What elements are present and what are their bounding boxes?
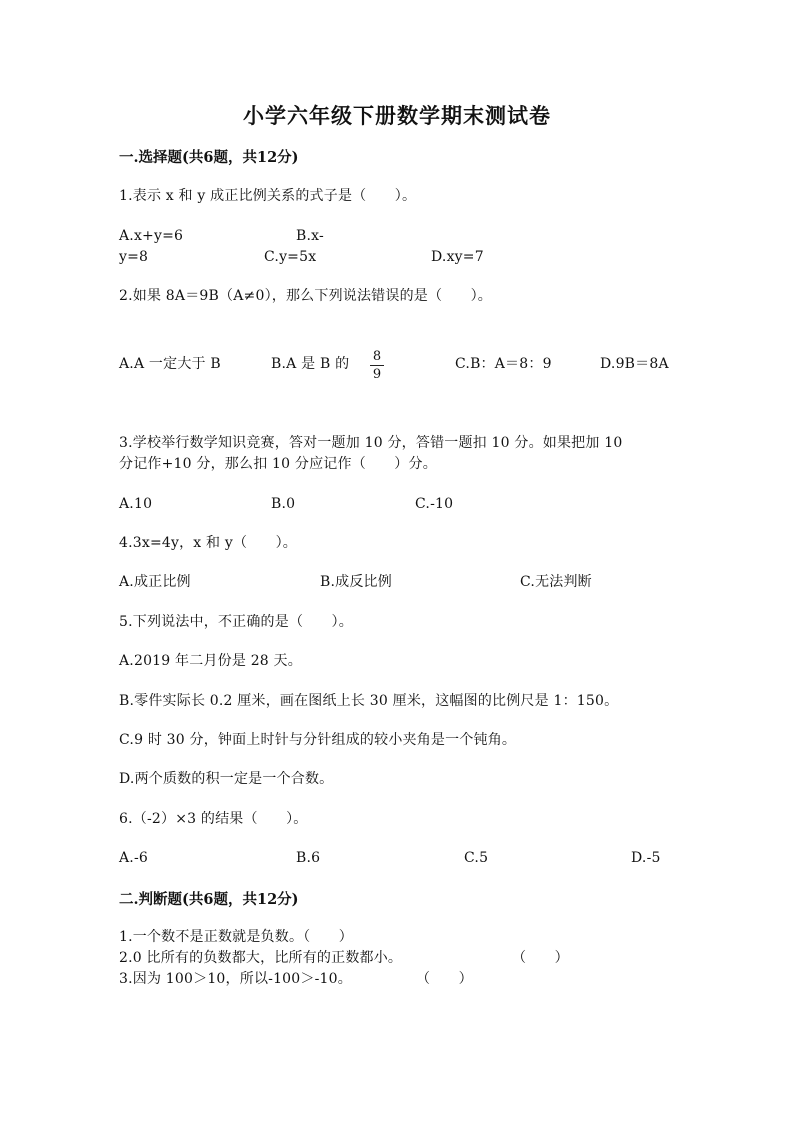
- question-1-stem: 1.表示 x 和 y 成正比例关系的式子是（ ）。: [119, 188, 417, 204]
- page-title: 小学六年级下册数学期末测试卷: [243, 103, 551, 128]
- judgement-item-3-paren: （ ）: [416, 971, 473, 987]
- question-3-option-c: C.-10: [415, 496, 454, 512]
- judgement-item-3: 3.因为 100＞10，所以-100＞-10。: [119, 971, 352, 987]
- judgement-item-2: 2.0 比所有的负数都大，比所有的正数都小。: [119, 950, 403, 966]
- fraction-numerator: 8: [372, 349, 382, 364]
- question-4-option-c: C.无法判断: [520, 574, 592, 590]
- section-heading-choice: 一.选择题(共6题，共12分): [119, 149, 299, 166]
- fraction-denominator: 9: [372, 367, 382, 382]
- question-2-option-c: C.B：A＝8：9: [455, 356, 552, 372]
- question-3-option-b: B.0: [271, 496, 296, 512]
- question-6-option-a: A.-6: [119, 850, 148, 866]
- question-2-option-d: D.9B＝8A: [600, 356, 669, 372]
- question-5-option-b: B.零件实际长 0.2 厘米，画在图纸上长 30 厘米，这幅图的比例尺是 1：150。: [119, 693, 619, 709]
- question-6-option-d: D.-5: [631, 850, 661, 866]
- question-2-fraction: [370, 349, 384, 382]
- question-3-stem-line1: 3.学校举行数学知识竞赛，答对一题加 10 分，答错一题扣 10 分。如果把加 10: [119, 435, 623, 451]
- judgement-item-2-paren: （ ）: [512, 950, 569, 966]
- question-2-option-a: A.A 一定大于 B: [119, 356, 221, 372]
- question-4-option-a: A.成正比例: [119, 574, 191, 590]
- question-5-stem: 5.下列说法中，不正确的是（ ）。: [119, 614, 353, 630]
- question-1-option-b: B.x-: [296, 228, 324, 244]
- question-2-stem: 2.如果 8A＝9B（A≠0），那么下列说法错误的是（ ）。: [119, 288, 492, 304]
- question-3-option-a: A.10: [119, 496, 153, 512]
- question-3-stem-line2: 分记作+10 分，那么扣 10 分应记作（ ）分。: [119, 456, 437, 472]
- question-1-option-b-cont: y=8: [119, 249, 149, 265]
- question-2-option-b: B.A 是 B 的: [271, 356, 350, 372]
- question-6-stem: 6.（-2）×3 的结果（ ）。: [119, 811, 308, 827]
- question-4-option-b: B.成反比例: [320, 574, 392, 590]
- question-4-stem: 4.3x=4y，x 和 y（ ）。: [119, 535, 298, 551]
- question-1-option-d: D.xy=7: [431, 249, 484, 265]
- question-6-option-c: C.5: [464, 850, 489, 866]
- question-5-option-a: A.2019 年二月份是 28 天。: [119, 653, 302, 669]
- question-1-option-c: C.y=5x: [264, 249, 317, 265]
- fraction-bar: [370, 365, 384, 366]
- section-heading-judgement: 二.判断题(共6题，共12分): [119, 891, 299, 908]
- question-5-option-c: C.9 时 30 分，钟面上时针与分针组成的较小夹角是一个钝角。: [119, 732, 517, 748]
- question-6-option-b: B.6: [296, 850, 321, 866]
- judgement-item-1: 1.一个数不是正数就是负数。（ ）: [119, 929, 353, 945]
- question-1-option-a: A.x+y=6: [119, 228, 184, 244]
- question-5-option-d: D.两个质数的积一定是一个合数。: [119, 771, 334, 787]
